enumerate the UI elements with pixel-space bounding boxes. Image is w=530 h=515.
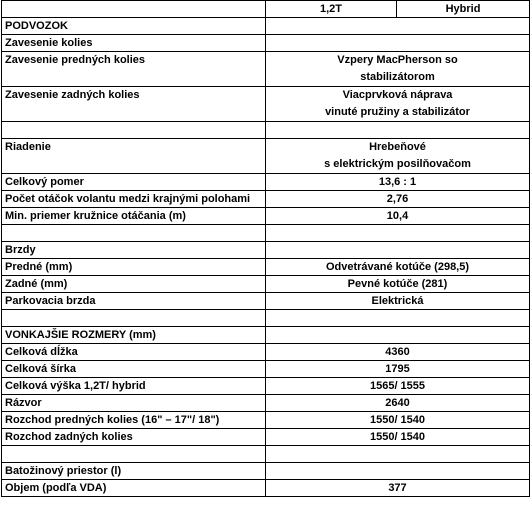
spec-value <box>266 139 530 174</box>
spec-value <box>266 87 530 122</box>
spec-value-line: s elektrickým posilňovačom <box>324 158 471 170</box>
spec-value: 13,6 : 1 <box>266 174 530 191</box>
spec-label: Riadenie <box>2 139 266 174</box>
spec-label: Počet otáčok volantu medzi krajnými polohami <box>2 191 266 208</box>
spec-row <box>2 276 530 293</box>
spec-value-line: Hrebeňové <box>369 141 426 153</box>
spec-label: Rázvor <box>2 395 266 412</box>
spec-label: Parkovacia brzda <box>2 293 266 310</box>
spec-row <box>2 87 530 122</box>
spec-value <box>266 52 530 87</box>
spec-value: 10,4 <box>266 208 530 225</box>
spec-row <box>2 293 530 310</box>
spec-label <box>2 310 266 327</box>
spec-row <box>2 480 530 497</box>
spec-label: Objem (podľa VDA) <box>2 480 266 497</box>
spec-value <box>266 446 530 463</box>
spec-value <box>266 242 530 259</box>
spec-value-line: Viacprvková náprava <box>342 89 453 101</box>
spec-row <box>2 412 530 429</box>
spec-row <box>2 242 530 259</box>
spec-label: Predné (mm) <box>2 259 266 276</box>
spec-row <box>2 429 530 446</box>
spec-label: Zavesenie predných kolies <box>2 52 266 87</box>
spec-value <box>266 18 530 35</box>
spec-label: Batožinový priestor (l) <box>2 463 266 480</box>
spec-value: Elektrická <box>266 293 530 310</box>
spec-row <box>2 395 530 412</box>
spec-value: 4360 <box>266 344 530 361</box>
spec-row <box>2 122 530 139</box>
spec-value-line: stabilizátorom <box>360 71 435 83</box>
spec-value: 1795 <box>266 361 530 378</box>
spec-value <box>266 463 530 480</box>
spec-table-body <box>2 1 530 497</box>
section-row <box>2 18 530 35</box>
spec-label <box>2 225 266 242</box>
spec-row <box>2 259 530 276</box>
section-heading: VONKAJŠIE ROZMERY (mm) <box>2 327 266 344</box>
spec-label: Rozchod predných kolies (16" – 17"/ 18") <box>2 412 266 429</box>
spec-label: Zavesenie kolies <box>2 35 266 52</box>
header-row <box>2 1 530 18</box>
spec-row <box>2 378 530 395</box>
spec-value: 377 <box>266 480 530 497</box>
spec-value: 2640 <box>266 395 530 412</box>
section-heading: PODVOZOK <box>2 18 266 35</box>
header-empty-cell <box>2 1 266 18</box>
header-col-hybrid: Hybrid <box>397 1 530 18</box>
header-col-1t2: 1,2T <box>266 1 397 18</box>
spec-label: Celková dĺžka <box>2 344 266 361</box>
spec-value: 1550/ 1540 <box>266 429 530 446</box>
spec-value <box>266 225 530 242</box>
spec-value: 1550/ 1540 <box>266 412 530 429</box>
spec-value: Pevné kotúče (281) <box>266 276 530 293</box>
spec-row <box>2 174 530 191</box>
spec-row <box>2 208 530 225</box>
spec-row <box>2 191 530 208</box>
spec-row <box>2 139 530 174</box>
spec-label: Celkový pomer <box>2 174 266 191</box>
spec-value <box>266 35 530 52</box>
spec-row <box>2 446 530 463</box>
spec-row <box>2 361 530 378</box>
spec-value <box>266 122 530 139</box>
spec-value-line: Vzpery MacPherson so <box>337 54 458 66</box>
spec-value: 2,76 <box>266 191 530 208</box>
spec-label: Zadné (mm) <box>2 276 266 293</box>
spec-row <box>2 463 530 480</box>
spec-label: Celková výška 1,2T/ hybrid <box>2 378 266 395</box>
spec-label <box>2 446 266 463</box>
spec-label: Zavesenie zadných kolies <box>2 87 266 122</box>
spec-row <box>2 344 530 361</box>
spec-label: Brzdy <box>2 242 266 259</box>
spec-label: Celková šírka <box>2 361 266 378</box>
spec-value <box>266 310 530 327</box>
spec-value: 1565/ 1555 <box>266 378 530 395</box>
spec-table <box>1 0 530 497</box>
spec-row <box>2 310 530 327</box>
spec-row <box>2 52 530 87</box>
spec-value <box>266 327 530 344</box>
spec-value: Odvetrávané kotúče (298,5) <box>266 259 530 276</box>
spec-label: Rozchod zadných kolies <box>2 429 266 446</box>
spec-label: Min. priemer kružnice otáčania (m) <box>2 208 266 225</box>
spec-row <box>2 225 530 242</box>
section-row <box>2 327 530 344</box>
spec-value-line: vinuté pružiny a stabilizátor <box>325 106 470 118</box>
spec-label <box>2 122 266 139</box>
spec-row <box>2 35 530 52</box>
